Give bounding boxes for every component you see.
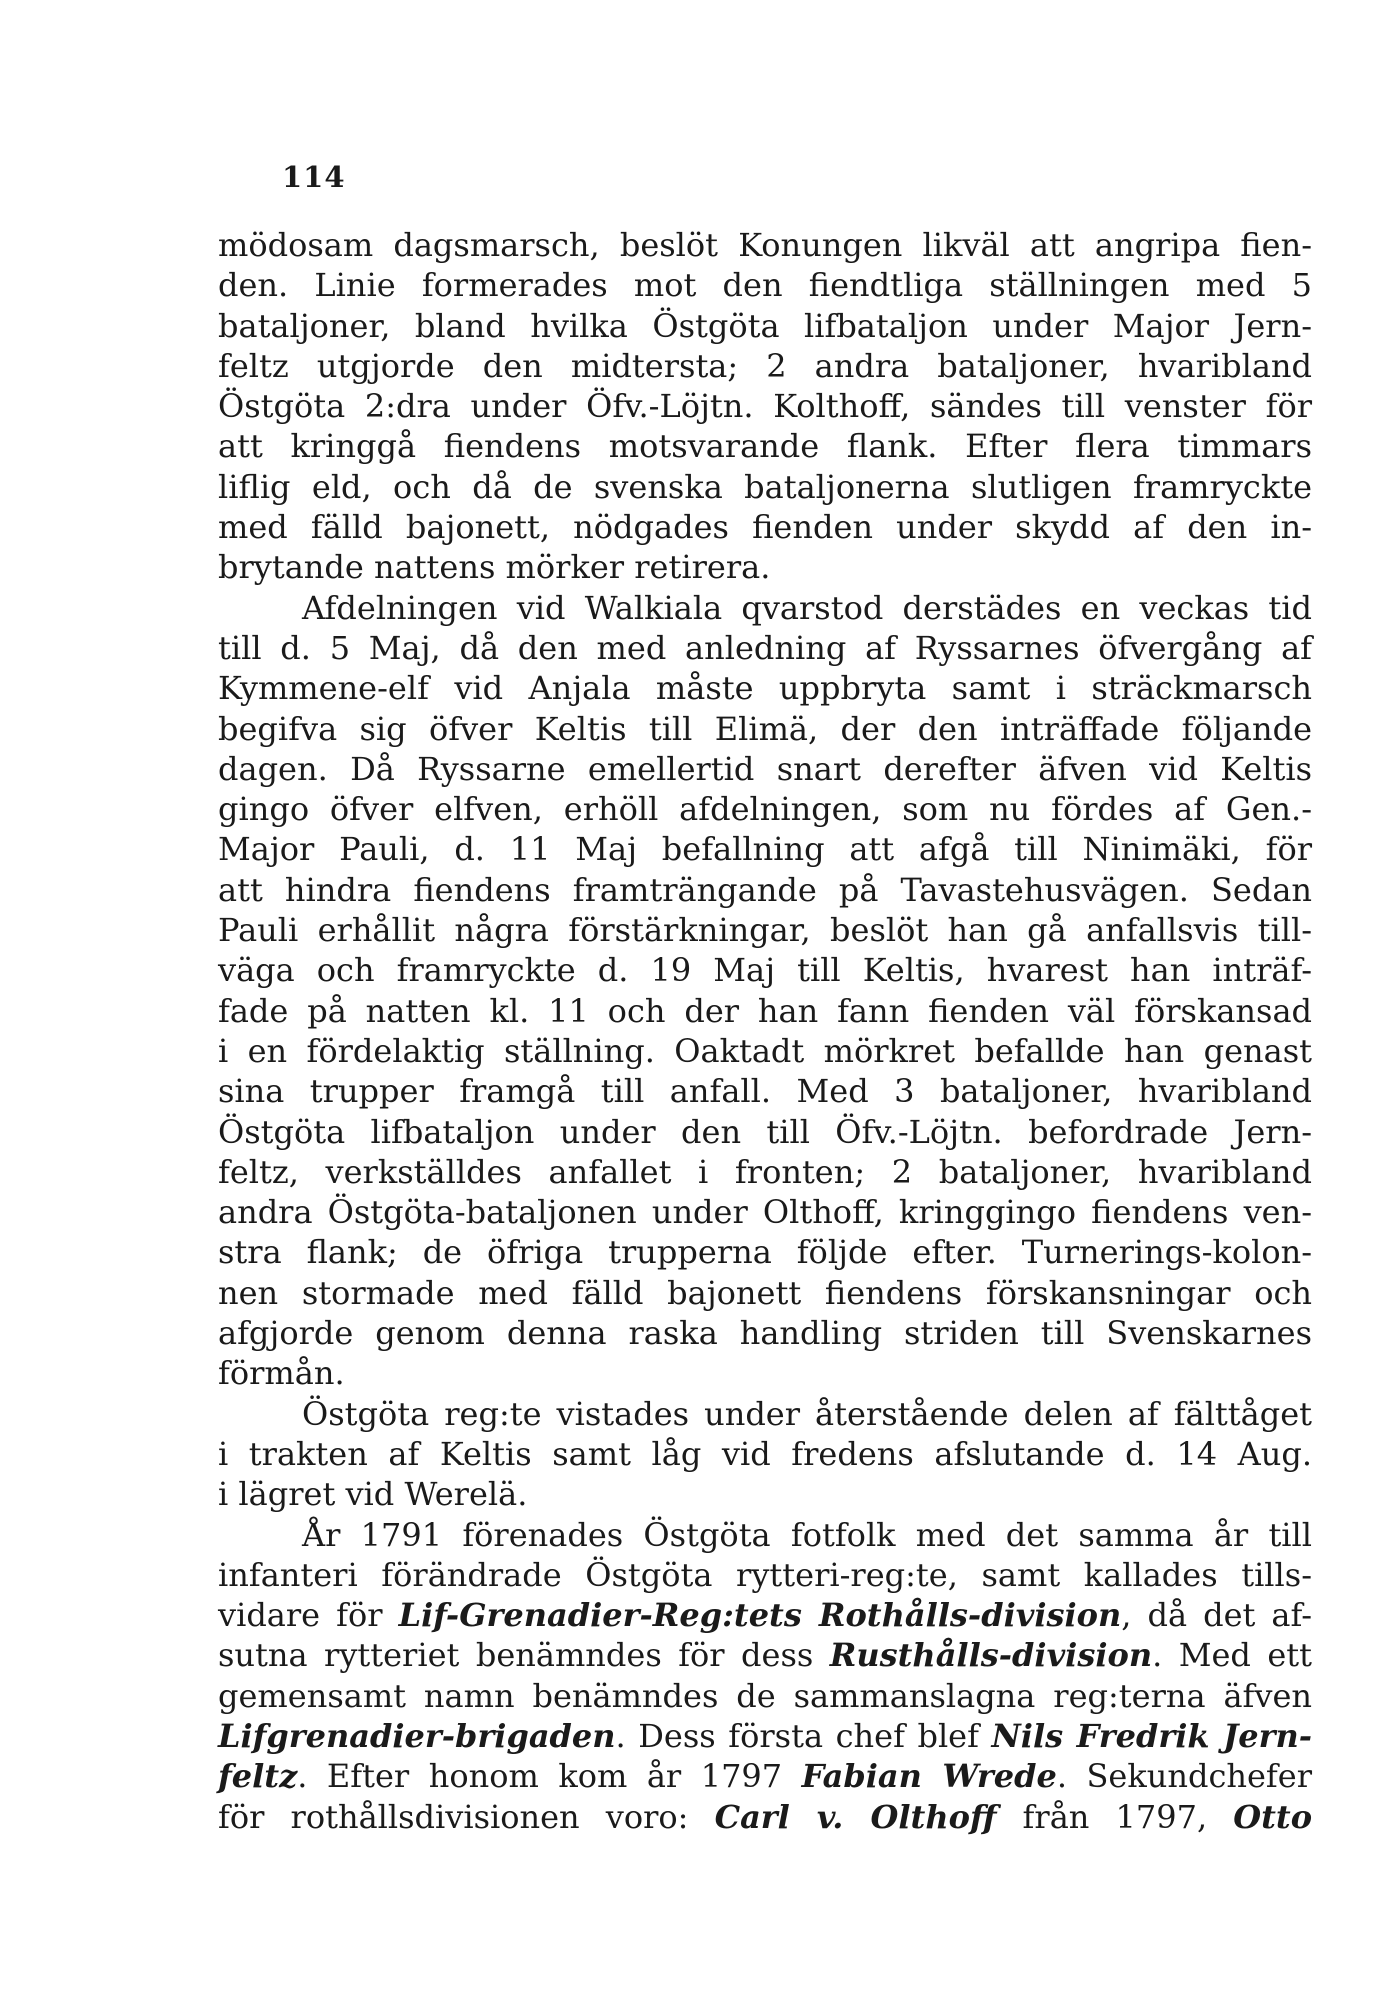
page-number: 114	[282, 160, 346, 194]
text-line: att kringgå fiendens motsvarande flank. Efter flera timmars	[218, 427, 1312, 466]
text-line: andra Östgöta-bataljonen under Olthoff, kringgingo fiendens ven-	[218, 1193, 1312, 1232]
text-line: infanteri förändrade Östgöta rytteri-reg:te, samt kallades tills-	[218, 1555, 1312, 1594]
text-line: väga och framryckte d. 19 Maj till Keltis, hvarest han inträf-	[218, 951, 1312, 990]
text-line: dagen. Då Ryssarne emellertid snart derefter äfven vid Keltis	[218, 749, 1312, 788]
text-line: Östgöta reg:te vistades under återstående delen af fälttåget	[302, 1394, 1312, 1433]
text-line: stra flank; de öfriga trupperna följde efter. Turnerings-kolon-	[218, 1233, 1312, 1272]
text-line: Pauli erhållit några förstärkningar, beslöt han gå anfallsvis till-	[218, 911, 1312, 950]
text-line: feltz utgjorde den midtersta; 2 andra bataljoner, hvaribland	[218, 346, 1312, 385]
text-line: Afdelningen vid Walkiala qvarstod derstädes en veckas tid	[302, 588, 1312, 627]
text-line: gemensamt namn benämndes de sammanslagna reg:terna äfven	[218, 1676, 1312, 1715]
text-segment: . Med ett	[1152, 1636, 1313, 1675]
text-line: fade på natten kl. 11 och der han fann fienden väl förskansad	[218, 991, 1312, 1030]
text-line: i lägret vid Werelä.	[218, 1475, 528, 1514]
text-line	[218, 1595, 1312, 1635]
italic-text: Fabian Wrede	[801, 1757, 1057, 1796]
text-segment: , då det af-	[1121, 1596, 1313, 1635]
text-segment: från 1797,	[996, 1797, 1234, 1836]
italic-text: Otto	[1233, 1797, 1313, 1836]
text-segment: vidare för	[218, 1596, 399, 1635]
text-line: den. Linie formerades mot den fiendtliga ställningen med 5	[218, 266, 1312, 305]
text-segment: sutna rytteriet benämndes för dess	[218, 1636, 830, 1675]
text-line: begifva sig öfver Keltis till Elimä, der den inträffade följande	[218, 709, 1312, 748]
italic-text: Rusthålls-division	[829, 1636, 1153, 1675]
text-segment: för rothållsdivisionen voro:	[218, 1797, 715, 1836]
text-line: i trakten af Keltis samt låg vid fredens afslutande d. 14 Aug.	[218, 1434, 1312, 1473]
body-text	[218, 225, 1312, 1837]
text-line: nen stormade med fälld bajonett fiendens förskansningar och	[218, 1273, 1312, 1312]
text-line	[218, 1797, 1312, 1837]
text-line: Östgöta 2:dra under Öfv.-Löjtn. Kolthoff, sändes till venster för	[218, 387, 1312, 426]
text-line: bataljoner, bland hvilka Östgöta lifbataljon under Major Jern-	[218, 306, 1312, 345]
text-line: med fälld bajonett, nödgades fienden under skydd af den in-	[218, 508, 1312, 547]
text-line: sina trupper framgå till anfall. Med 3 bataljoner, hvaribland	[218, 1072, 1312, 1111]
text-line: År 1791 förenades Östgöta fotfolk med det samma år till	[302, 1515, 1312, 1554]
text-line	[218, 1635, 1312, 1675]
italic-text: Lifgrenadier-brigaden	[218, 1716, 616, 1755]
text-segment: . Sekundchefer	[1056, 1757, 1313, 1796]
text-line: i en fördelaktig ställning. Oaktadt mörkret befallde han genast	[218, 1031, 1312, 1070]
text-line: feltz, verkställdes anfallet i fronten; 2 bataljoner, hvaribland	[218, 1152, 1312, 1191]
text-segment: . Efter honom kom år 1797	[297, 1757, 802, 1796]
text-line: Kymmene-elf vid Anjala måste uppbryta samt i sträckmarsch	[218, 669, 1312, 708]
text-line: brytande nattens mörker retirera.	[218, 548, 771, 587]
text-line	[218, 1716, 1312, 1756]
text-line: att hindra fiendens framträngande på Tavastehusvägen. Sedan	[218, 870, 1312, 909]
text-line: till d. 5 Maj, då den med anledning af Ryssarnes öfvergång af	[218, 628, 1312, 667]
text-line: förmån.	[218, 1354, 345, 1393]
text-line: afgjorde genom denna raska handling striden till Svenskarnes	[218, 1314, 1312, 1353]
italic-text: feltz	[218, 1757, 298, 1796]
italic-text: Carl v. Olthoff	[714, 1797, 997, 1836]
text-line: gingo öfver elfven, erhöll afdelningen, som nu fördes af Gen.-	[218, 790, 1312, 829]
italic-text: Nils Fredrik Jern-	[991, 1716, 1313, 1755]
text-segment: . Dess första chef blef	[615, 1716, 992, 1755]
text-line: liflig eld, och då de svenska bataljonerna slutligen framryckte	[218, 467, 1312, 506]
text-line: Östgöta lifbataljon under den till Öfv.-Löjtn. befordrade Jern-	[218, 1112, 1312, 1151]
text-line: Major Pauli, d. 11 Maj befallning att afgå till Ninimäki, för	[218, 830, 1312, 869]
text-line: mödosam dagsmarsch, beslöt Konungen likväl att angripa fien-	[218, 226, 1312, 264]
text-line	[218, 1756, 1312, 1796]
italic-text: Lif-Grenadier-Reg:tets Rothålls-division	[398, 1596, 1122, 1635]
